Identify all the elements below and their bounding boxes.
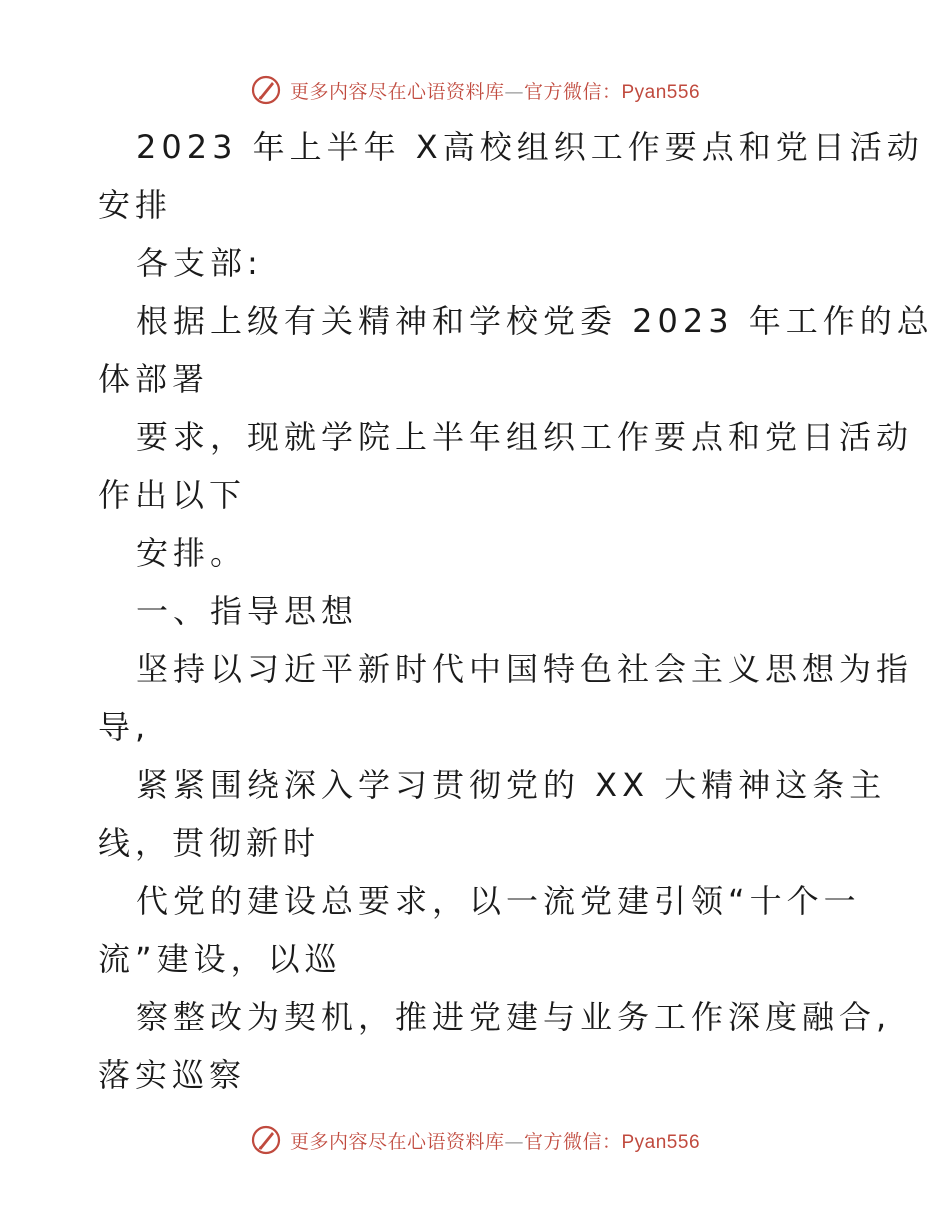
- document-line: 落实巡察: [98, 1056, 247, 1094]
- footer-banner: [0, 1120, 950, 1160]
- document-line: 安排: [98, 186, 173, 224]
- document-line: 一、指导思想: [136, 592, 359, 630]
- document-line: 要求，现就学院上半年组织工作要点和党日活动: [136, 418, 914, 456]
- document-line: 线，贯彻新时: [98, 824, 321, 862]
- document-line: 流”建设，以巡: [98, 940, 342, 978]
- document-line: 安排。: [136, 534, 248, 572]
- header-wechat-id: Pyan556: [621, 81, 701, 103]
- document-line: 坚持以习近平新时代中国特色社会主义思想为指: [136, 650, 914, 688]
- footer-wechat-label: 官方微信：: [523, 1130, 622, 1153]
- document-line: 代党的建设总要求，以一流党建引领“十个一: [136, 882, 861, 920]
- footer-banner-text: [290, 1127, 700, 1154]
- footer-separator: —: [504, 1130, 524, 1153]
- header-site-text: 更多内容尽在心语资料库: [289, 80, 505, 103]
- header-separator: —: [504, 80, 524, 103]
- document-line: 各支部:: [136, 244, 263, 282]
- document-line: 根据上级有关精神和学校党委 2023 年工作的总: [136, 302, 934, 340]
- header-banner-text: [290, 77, 700, 104]
- document-line: 2023 年上半年 X高校组织工作要点和党日活动: [136, 128, 924, 166]
- document-line: 紧紧围绕深入学习贯彻党的 XX 大精神这条主: [136, 766, 887, 804]
- quill-pen-logo-icon: [250, 74, 282, 106]
- quill-pen-logo-icon: [250, 1124, 282, 1156]
- header-banner: [0, 70, 950, 110]
- document-body: [98, 118, 934, 1104]
- document-line: 作出以下: [98, 476, 247, 514]
- header-wechat-label: 官方微信：: [523, 80, 622, 103]
- document-line: 察整改为契机，推进党建与业务工作深度融合,: [136, 998, 892, 1036]
- document-line: 导,: [98, 708, 151, 746]
- footer-wechat-id: Pyan556: [621, 1131, 701, 1153]
- footer-site-text: 更多内容尽在心语资料库: [289, 1130, 505, 1153]
- document-line: 体部署: [98, 360, 210, 398]
